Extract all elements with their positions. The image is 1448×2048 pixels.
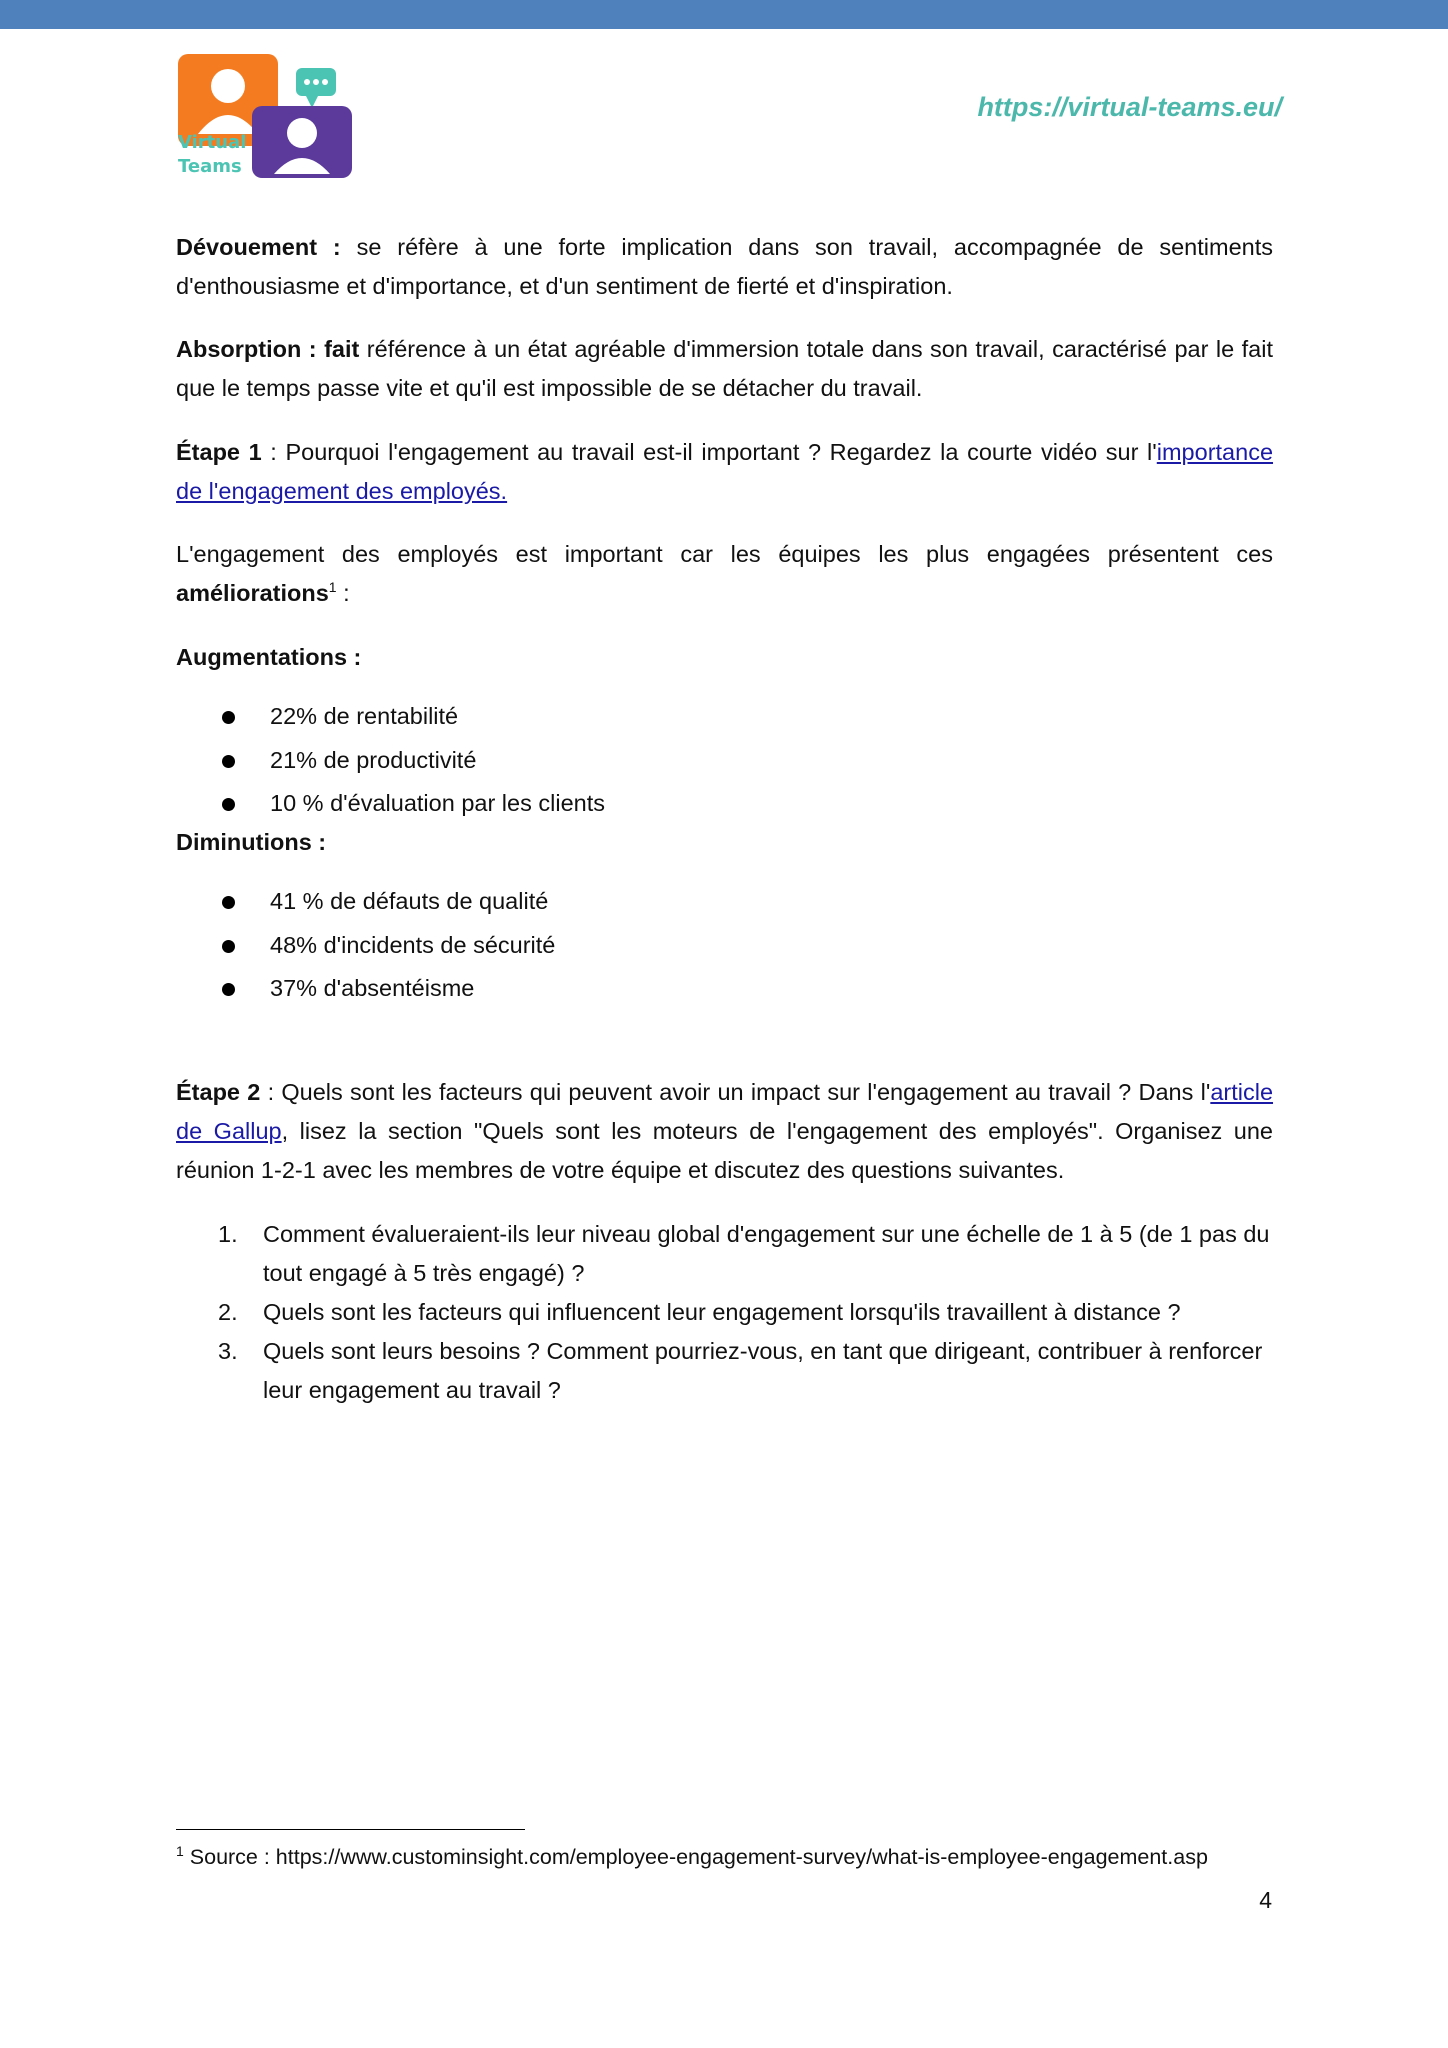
etape-2-label: Étape 2 (176, 1079, 261, 1105)
virtual-teams-logo (176, 52, 354, 180)
diminutions-heading: Diminutions : (176, 829, 327, 855)
bullet-icon (222, 711, 235, 724)
augmentations-list (176, 695, 1273, 826)
question-text: Quels sont leurs besoins ? Comment pourriez-vous, en tant que dirigeant, contribuer à renforcer leur engagement au travail ? (263, 1338, 1263, 1403)
question-text: Comment évalueraient-ils leur niveau global d'engagement sur une échelle de 1 à 5 (de 1 pas du tout engagé à 5 très engagé) ? (263, 1221, 1270, 1286)
paragraph-etape-1 (176, 433, 1273, 511)
etape-2-text-2: , lisez la section "Quels sont les moteurs de l'engagement des employés". Organisez une réunion 1-2-1 avec les membres de votre équipe et discutez des questions suivantes. (176, 1118, 1273, 1183)
text-absorption: référence à un état agréable d'immersion totale dans son travail, caractérisé par le fait que le temps passe vite et qu'il est impossible de se détacher du travail. (176, 336, 1273, 401)
list-item (176, 924, 1273, 968)
list-item (176, 1293, 1273, 1332)
ameliorations-term: améliorations (176, 580, 329, 606)
top-color-bar (0, 0, 1448, 29)
augmentations-heading: Augmentations : (176, 644, 362, 670)
importance-video-link[interactable]: importance de l'engagement des employés. (176, 439, 1274, 504)
list-number: 2. (218, 1299, 238, 1325)
bullet-icon (222, 896, 235, 909)
question-text: Quels sont les facteurs qui influencent leur engagement lorsqu'ils travaillent à distance ? (263, 1299, 1181, 1325)
footnote (176, 1842, 1208, 1872)
paragraph-importance (176, 535, 1273, 613)
list-item (176, 880, 1273, 924)
gallup-article-link[interactable]: article de Gallup (176, 1079, 1274, 1144)
list-item-text: 37% d'absentéisme (270, 975, 475, 1001)
list-number: 1. (218, 1221, 238, 1247)
list-item (176, 782, 1273, 826)
header-url[interactable]: https://virtual-teams.eu/ (977, 92, 1282, 122)
footnote-separator (176, 1829, 525, 1830)
list-item (176, 967, 1273, 1011)
list-item-text: 22% de rentabilité (270, 703, 459, 729)
importance-text: L'engagement des employés est important car les équipes les plus engagées présentent ces (176, 541, 1273, 567)
etape-1-text: : Pourquoi l'engagement au travail est-il important ? Regardez la courte vidéo sur l' (261, 439, 1157, 465)
paragraph-devouement (176, 228, 1273, 306)
bullet-icon (222, 755, 235, 768)
paragraph-etape-2 (176, 1073, 1273, 1190)
etape-1-label: Étape 1 (176, 439, 262, 465)
svg-text:Virtual: Virtual (178, 132, 247, 153)
bullet-icon (222, 940, 235, 953)
importance-tail: : (336, 580, 350, 606)
term-devouement: Dévouement : (176, 234, 341, 260)
footnote-marker: 1 (176, 1842, 184, 1859)
list-item (176, 695, 1273, 739)
footnote-ref[interactable]: 1 (328, 579, 337, 596)
bullet-icon (222, 983, 235, 996)
term-absorption: Absorption : fait (176, 336, 360, 362)
paragraph-absorption (176, 330, 1273, 408)
questions-list (176, 1215, 1273, 1410)
list-item (176, 739, 1273, 783)
list-number: 3. (218, 1338, 238, 1364)
list-item-text: 41 % de défauts de qualité (270, 888, 549, 914)
bullet-icon (222, 798, 235, 811)
etape-2-text-1: : Quels sont les facteurs qui peuvent avoir un impact sur l'engagement au travail ? Dans l' (260, 1079, 1211, 1105)
list-item-text: 21% de productivité (270, 746, 477, 773)
list-item-text: 48% d'incidents de sécurité (270, 931, 556, 958)
page-number: 4 (1259, 1887, 1272, 1913)
list-item-text: 10 % d'évaluation par les clients (270, 790, 605, 816)
footnote-text[interactable]: Source : https://www.custominsight.com/employee-engagement-survey/what-is-employee-engagement.asp (183, 1845, 1208, 1869)
list-item (176, 1332, 1273, 1410)
svg-text:Teams: Teams (178, 156, 242, 177)
list-item (176, 1215, 1273, 1293)
text-devouement: se réfère à une forte implication dans son travail, accompagnée de sentiments d'enthousiasme et d'importance, et d'un sentiment de fierté et d'inspiration. (176, 234, 1273, 299)
diminutions-list (176, 880, 1273, 1011)
